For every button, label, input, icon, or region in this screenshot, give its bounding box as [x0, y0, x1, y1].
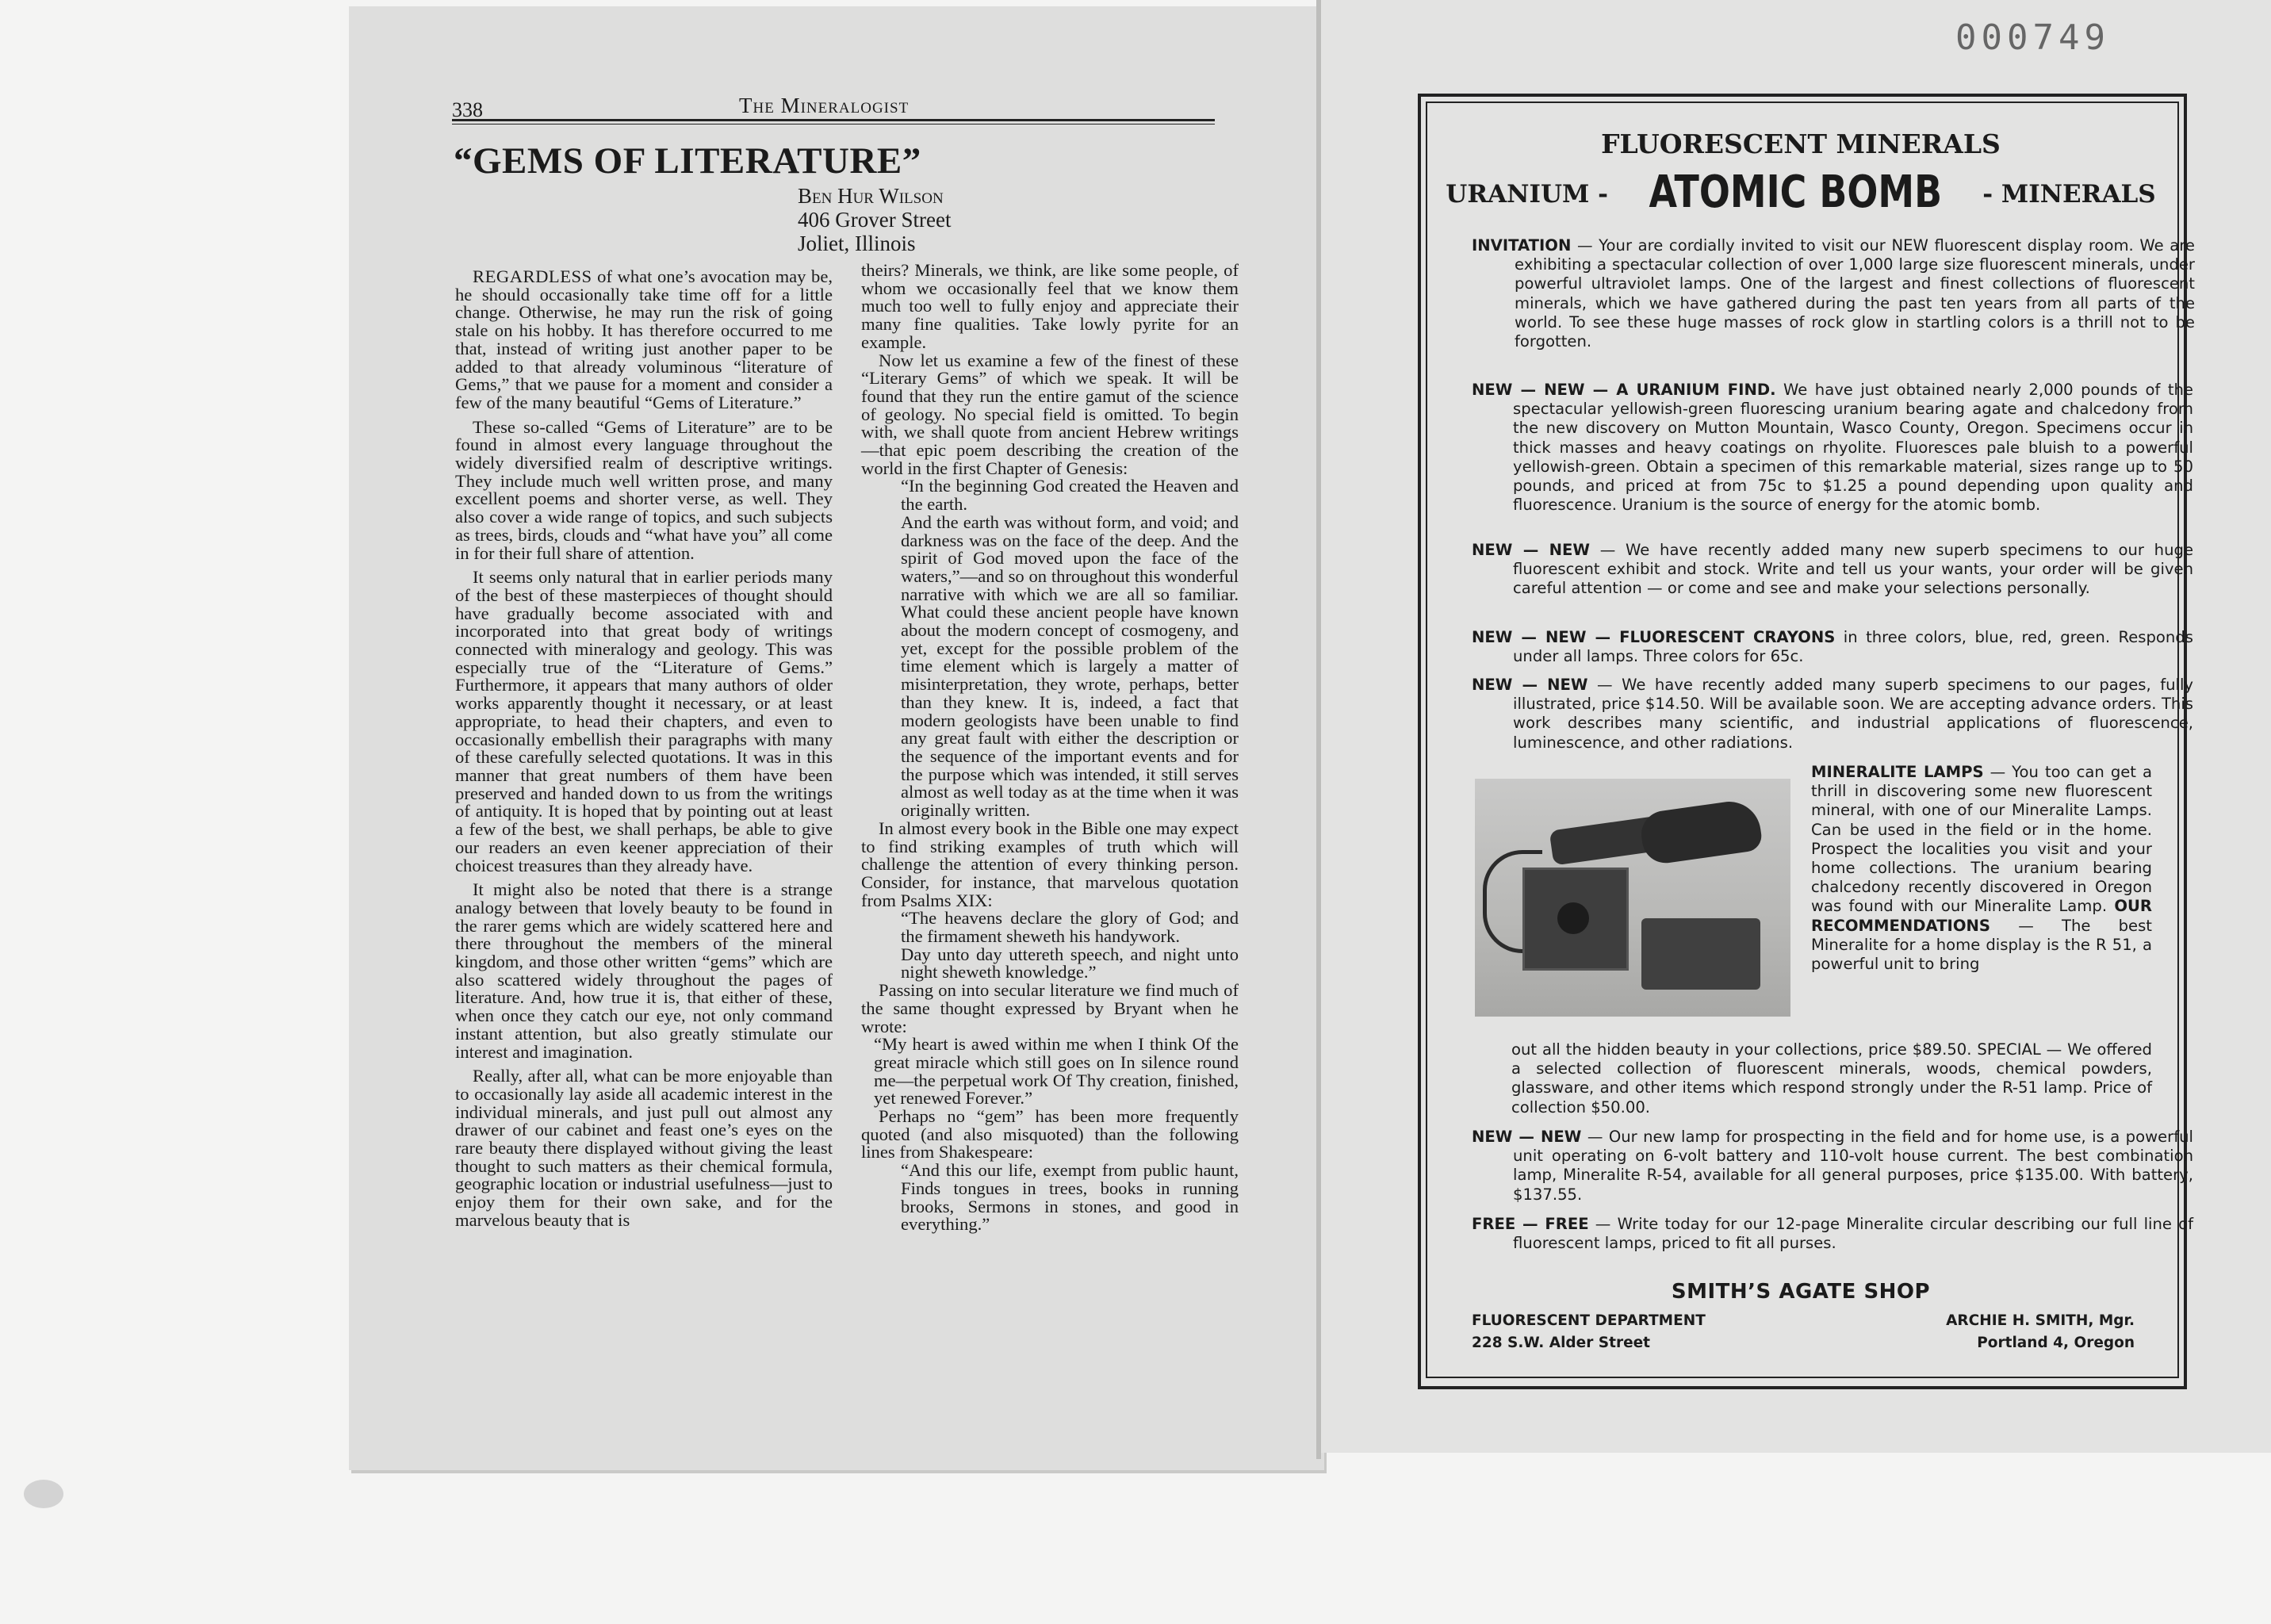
journal-title: The Mineralogist: [739, 94, 910, 117]
ad-mineralite-lamps: [1811, 763, 2152, 974]
para-label: NEW — NEW: [1472, 541, 1591, 559]
para-text: — You too can get a thrill in discovering some new fluorescent mineral, with one of our Mineralite Lamps. Can be used in the field or in the home. Prospect the localities you visit and your home collections. The uranium bearing chalcedony recently discovered in Oregon was found with our Mineralite Lamp.: [1811, 763, 2152, 916]
para-text: — Your are cordially invited to visit our NEW fluorescent display room. We are exhibiting a spectacular collection of over 1,000 large size fluorescent minerals, under powerful ultraviolet lamps. One of the largest and finest collections of fluorescent minerals, which we have gathered during the past ten years from all parts of the world. To see these huge masses of rock glow in startling colors is a thrill not to be forgotten.: [1515, 236, 2195, 351]
article-paragraph: [455, 1067, 833, 1229]
quotation: “My heart is awed within me when I think Of the great miracle which still goes on In silence round me—the perpetual work Of Thy creation, finished, yet renewed Forever.”: [874, 1034, 1239, 1109]
article-paragraph: [455, 416, 833, 563]
para-label: FREE — FREE: [1472, 1215, 1589, 1233]
article-title: “GEMS OF LITERATURE”: [454, 140, 921, 182]
ad-new-book: [1472, 676, 2193, 753]
para-text: — We have recently added many superb specimens to our pages, fully illustrated, price $14.50. Will be available soon. We are accepting advance orders. This work describes many scientific, and industrial applications of fluorescence, luminescence, and other radiations.: [1513, 676, 2194, 752]
article-paragraph: [455, 881, 833, 1061]
transformer-box: [1641, 918, 1760, 990]
shop-name: SMITH’S AGATE SHOP: [1671, 1280, 1931, 1304]
para-label-recommendations: OUR RECOMMENDATIONS: [1811, 897, 2152, 935]
shop-department: [1472, 1310, 1706, 1354]
quotation: “The heavens declare the glory of God; and the firmament sheweth his handywork.: [901, 908, 1239, 947]
ad-new-specimens: [1472, 541, 2193, 599]
manager-name: ARCHIE H. SMITH, Mgr.: [1946, 1312, 2135, 1329]
article-paragraph: In almost every book in the Bible one may expect to find striking examples of truth which will challenge the attention of every thinking person. Consider, for instance, that marvelous quotation from Psalms XIX:: [861, 818, 1239, 910]
ad-new-uranium: [1472, 381, 2193, 515]
archive-number: 000749: [1955, 17, 2110, 58]
book-gutter: [1316, 0, 1321, 1459]
para-text-recommendations: — The best Mineralite for a home display is the R 51, a powerful unit to bring: [1811, 916, 2152, 974]
article-paragraph: Now let us examine a few of the finest of these “Literary Gems” of which we speak. It will be found that they run the entire gamut of the science of geology. No special field is omitted. To begin with, we shall quote from ancient Hebrew writings—that epic poem describing the creation of the world in the first Chapter of Genesis:: [861, 350, 1239, 478]
paragraph-text: of what one’s avocation may be, he should occasionally take time off for a little change. Otherwise, he may run the risk of going stale on his hobby. It has therefore occurred to me that, instead of writing just another paper to be added to that already voluminous “literature of Gems,” that we pause for a moment and consider a few of the many beautiful “Gems of Literature.”: [455, 266, 833, 412]
shop-manager: [1946, 1310, 2135, 1354]
ad-subtitle-left: URANIUM -: [1446, 180, 1617, 209]
para-text: — We have recently added many new superb specimens to our huge fluorescent exhibit and stock. Write and tell us your wants, your order will be given careful attention — or come and see and make your selections personally.: [1513, 541, 2193, 598]
mineralite-lamp-photo: [1475, 779, 1790, 1017]
ad-free-circular: [1472, 1215, 2193, 1253]
smudge-mark: [24, 1480, 63, 1508]
ad-title: FLUORESCENT MINERALS: [1601, 128, 2001, 159]
ad-special: out all the hidden beauty in your collections, price $89.50. SPECIAL — We offered a selected collection of fluorescent minerals, woods, chemical powders, glassware, and other items which respond strongly under the R-51 lamp. Price of collection $50.00.: [1511, 1040, 2152, 1116]
article-column-1: [455, 268, 833, 1230]
para-label: NEW — NEW: [1472, 676, 1588, 694]
author-street: 406 Grover Street: [798, 208, 952, 232]
article-paragraph: Passing on into secular literature we find much of the same thought expressed by Bryant when he wrote:: [861, 980, 1239, 1036]
article-paragraph: [455, 268, 833, 412]
paragraph-text: It might also be noted that there is a strange analogy between that lovely beauty to be found in the rarer gems which are widely scattered here and there throughout the members of the mineral kingdom, and those other written “gems” which are also scattered widely throughout the pages of literature. And, how true it is, that either of these, when once they catch our eye, not only command instant attention, but also greatly stimulate our interest and imagination.: [455, 879, 833, 1062]
quotation: “And this our life, exempt from public haunt, Finds tongues in trees, books in running brooks, Sermons in stones, and good in everything.”: [901, 1160, 1239, 1235]
paragraph-text: Really, after all, what can be more enjoyable than to occasionally lay aside all academic interest in the individual minerals, and just pull out almost any drawer of our cabinet and feast one’s eyes on the rare beauty there displayed without giving the least thought to such matters as their chemical formula, geographic location or industrial usefulness—just to enjoy them for their own sake, and for the marvelous beauty that is: [455, 1066, 833, 1230]
running-head: [452, 90, 1215, 125]
para-text: — Write today for our 12-page Mineralite circular describing our full line of fluorescent lamps, priced to fit all purses.: [1513, 1215, 2193, 1253]
byline: [798, 184, 951, 255]
para-text: in three colors, blue, red, green. Responds under all lamps. Three colors for 65c.: [1513, 628, 2193, 666]
lead-word: REGARDLESS: [473, 266, 592, 286]
battery-knob: [1557, 902, 1589, 934]
para-label: NEW — NEW — FLUORESCENT CRAYONS: [1472, 628, 1836, 646]
author-name: Ben Hur Wilson: [798, 184, 944, 208]
department-name: FLUORESCENT DEPARTMENT: [1472, 1312, 1706, 1329]
page-number: 338: [452, 98, 483, 121]
quotation: And the earth was without form, and void; and darkness was on the face of the deep. And the spirit of God moved upon the face of the waters,”—and so on throughout this wonderful narrative with which we are all so familiar. What could these ancient people have known about the modern concept of cosmogeny, and yet, except for the possible problem of the time element which is largely a matter of misinterpretation, they wrote, perhaps, better than they knew. It is, indeed, a fact that modern geologists have been unable to find any great fault with either the description or the sequence of the important events and for the purpose which was intended, it still serves almost as well today as at the time when it was originally written.: [901, 511, 1239, 821]
ad-subtitle-big: ATOMIC BOMB: [1649, 167, 1942, 218]
ad-invitation: [1472, 236, 2195, 351]
paragraph-text: It seems only natural that in earlier periods many of the best of these masterpieces of thought should have gradually become associated with and incorporated into that great body of writings connected with mineralogy and geology. This was especially true of the “Literature of Gems.” Furthermore, it appears that many authors of older works apparently thought it necessary, or at least appropriate, to head their chapters, and even to occasionally embellish their paragraphs with many of these carefully selected quotations. It was in this manner that great numbers of them have been preserved and handed down to us from the writings of antiquity. It is hoped that by pointing out at least a few of the best, we shall perhaps, be able to give our readers an even keener appreciation of their choicest treasures than they already have.: [455, 567, 833, 875]
shop-address: 228 S.W. Alder Street: [1472, 1335, 1651, 1351]
para-label: MINERALITE LAMPS: [1811, 763, 1984, 781]
quotation: Day unto day uttereth speech, and night unto night sheweth knowledge.”: [901, 944, 1239, 982]
paragraph-text: These so-called “Gems of Literature” are to be found in almost every language throughout the widely diversified realm of descriptive writings. They include much well written prose, and many excellent poems and shorter verse, as well. They also cover a wide range of topics, and such subjects as trees, birds, clouds and “what have you” all come in for their full share of attention.: [455, 416, 833, 563]
ad-new-lamp: [1472, 1128, 2193, 1205]
article-paragraph: [455, 569, 833, 875]
ad-new-crayons: [1472, 628, 2193, 666]
para-text: — Our new lamp for prospecting in the field and for home use, is a powerful unit operating on 6-volt battery and 110-volt house current. The best combination lamp, Mineralite R-54, available for all general purposes, price $135.00. With battery, $137.55.: [1513, 1128, 2193, 1204]
author-city: Joliet, Illinois: [798, 232, 916, 255]
para-label: NEW — NEW: [1472, 1128, 1582, 1146]
ad-subtitle: [1426, 167, 2176, 218]
para-label: INVITATION: [1472, 236, 1572, 255]
article-paragraph: Perhaps no “gem” has been more frequently quoted (and also misquoted) than the following lines from Shakespeare:: [861, 1106, 1239, 1162]
lamp-head: [1638, 798, 1764, 866]
article-paragraph: theirs? Minerals, we think, are like some people, of whom we occasionally feel that we know them much too well to fully enjoy and appreciate their many fine qualities. Take lowly pyrite for an example.: [861, 260, 1239, 352]
para-label: NEW — NEW — A URANIUM FIND.: [1472, 381, 1776, 399]
shop-city: Portland 4, Oregon: [1977, 1335, 2135, 1351]
ad-subtitle-right: - MINERALS: [1974, 180, 2156, 209]
article-column-2: [861, 262, 1239, 1234]
para-text: We have just obtained nearly 2,000 pounds of the spectacular yellowish-green fluorescing uranium bearing agate and chalcedony from the new discovery on Mutton Mountain, Wasco County, Oregon. Specimens occur in thick masses and heavy coatings on rhyolite. Fluoresces pale bluish to a powerful yellowish-green. Obtain a specimen of this remarkable material, sizes range up to 50 pounds, and priced at from 75c to $1.25 a pound depending upon quality and fluorescence. Uranium is the source of energy for the atomic bomb.: [1513, 381, 2193, 515]
header-rule: [452, 119, 1215, 121]
quotation: “In the beginning God created the Heaven and the earth.: [901, 476, 1239, 515]
